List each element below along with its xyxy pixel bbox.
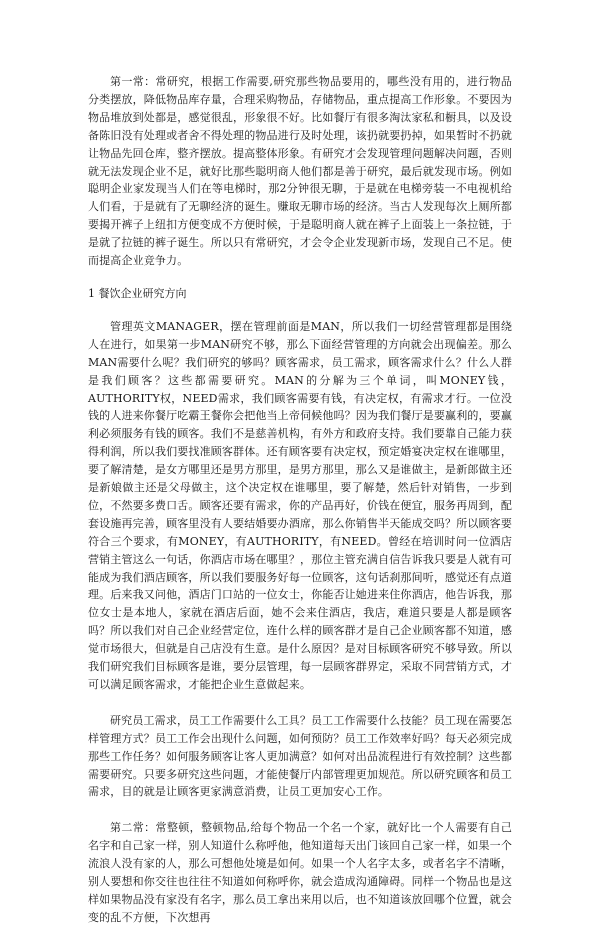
- paragraph-employee-needs: 研究员工需求，员工工作需要什么工具？员工工作需要什么技能？员工现在需要怎样管理方式？员工工作会出现什么问题，如何预防？员工工作效率好吗？每天必须完成那些工作任务？如何服务顾客让客人更加满意？如何对出品流程进行有效控制？这些都需要研究。只要多研究这些问题，才能使餐厅内部管理更加规范。所以研究顾客和员工需求，目的就是让顾客更家满意消费，让员工更加安心工作。: [88, 713, 512, 799]
- paragraph-manager-research: 管理英文MANAGER，摆在管理前面是MAN，所以我们一切经营管理都是围绕人在进行，如果第一步MAN研究不够，那么下面经营管理的方向就会出现偏差。那么MAN需要什么呢？我们研究的够吗？顾客需求，员工需求，顾客需求什么？什么人群是我们顾客？这些都需要研究。MAN的分解为三个单词，叫MONEY钱，AUTHORITY权，NEED需求，我们顾客需要有钱，有决定权，有需求才行。一位没钱的人进来你餐厅吃霸王餐你会把他当上帝伺候他吗？因为我们餐厅是要赢利的，要赢利必须服务有钱的顾客。我们不是慈善机构，有外方和政府支持。我们要靠自己能力获得利润，所以我们要找准顾客群体。还有顾客要有决定权，预定婚宴决定权在谁哪里，要了解清楚，是女方哪里还是男方那里，是男方那里，那么又是谁做主，是新郎做主还是新娘做主还是父母做主，这个决定权在谁哪里，要了解楚，然后针对销售，一步到位，不然要多费口舌。顾客还要有需求，你的产品再好，价钱在便宜，服务再周到，配套设施再完善，顾客里没有人要结婚要办酒席，那么你销售半天能成交吗？所以顾客要符合三个要求，有MONEY，有AUTHORITY，有NEED。曾经在培训时问一位酒店营销主管这么一句话，你酒店市场在哪里？，那位主管充满自信告诉我只要是人就有可能成为我们酒店顾客，所以我们要服务好每一位顾客，这句话刹那间听，感觉还有点道理。后来我又问他，酒店门口站的一位女士，你能否让她进来住你酒店，他告诉我，那位女士是本地人，家就在酒店后面，她不会来住酒店，我店，难道只要是人都是顾客吗？所以我们对自己企业经营定位，连什么样的顾客群才是自己企业顾客都不知道，感觉市场很大，但就是自己店没有生意。是什么原因？是对目标顾客研究不够导致。所以我们研究我们目标顾客是谁，要分层管理，每一层顾客群界定，采取不同营销方式，才可以满足顾客需求，才能把企业生意做起来。: [88, 319, 512, 691]
- paragraph-gap: [88, 694, 512, 712]
- section-heading: 1 餐饮企业研究方向: [88, 286, 187, 300]
- document-page: [88, 73, 512, 927]
- paragraph-first-principle: 第一常：常研究，根据工作需要,研究那些物品要用的，哪些没有用的，进行物品分类摆放，降低物品库存量，合理采购物品，存储物品，重点提高工作形象。不要因为物品堆放到处都是，感觉很乱，形象很不好。比如餐厅有很多淘汰家私和橱具，以及设备陈旧没有处理或者舍不得处理的物品进行及时处理，该扔就要扔掉，如果暂时不扔就让物品先回仓库，整齐摆放。提高整体形象。有研究才会发现管理问题解决问题，否则就无法发现企业不足，就好比那些聪明商人他们都是善于研究，最后就发现市场。例如聪明企业家发现当人们在等电梯时，那2分钟很无聊，于是就在电梯旁装一不电视机给人们看，于是就有了无聊经济的诞生。赚取无聊市场的经济。当古人发现每次上厕所都要揭开裤子上纽扣方便变成不方便时候，于是聪明商人就在裤子上面装上一条拉链，于是就了拉链的裤子诞生。所以只有常研究，才会令企业发现新市场，发现自己不足。使而提高企业竞争力。: [88, 75, 512, 268]
- paragraph-second-principle: 第二常：常整顿，整顿物品,给每个物品一个名一个家，就好比一个人需要有自己名字和自己家一样，别人知道什么称呼他，他知道每天出门该回自己家一样，如果一个流浪人没有家的人，那么可想他处境是如何。如果一个人名字太多，或者名字不清晰，别人要想和你交往也往往不知道如何称呼你，就会造成沟通障碍。同样一个物品也是这样如果物品没有家没有名字，那么员工拿出来用以后，也不知道该放回哪个位置，就会变的乱不方便，下次想再: [88, 821, 512, 924]
- paragraph-gap: [88, 801, 512, 819]
